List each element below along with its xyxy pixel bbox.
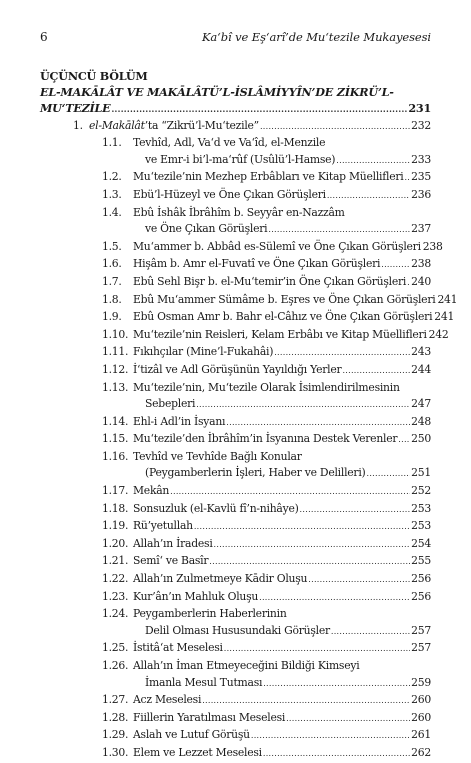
toc-entry[interactable] [40, 710, 431, 728]
entry-title: Sonsuzluk (el-Kavlü fî’n-nihâye) [133, 501, 299, 515]
toc-entry[interactable] [40, 518, 431, 536]
page-ref: 260 [411, 710, 431, 724]
page-ref: 238 [422, 239, 443, 253]
leader-dots [263, 676, 410, 693]
entry-title: Ebû İshâk İbrâhîm b. Seyyâr en-Nazzâm [133, 205, 345, 219]
toc-entry[interactable] [40, 239, 443, 257]
page-ref: 236 [411, 187, 431, 201]
page-ref: 254 [411, 536, 431, 550]
page-ref: 243 [411, 345, 431, 359]
entry-number: 1.17. [102, 484, 129, 498]
page-ref: 259 [411, 675, 431, 689]
page-ref: 232 [411, 118, 431, 132]
leader-dots [336, 153, 410, 170]
toc-entry-line[interactable] [40, 135, 431, 152]
entry-title-cont: ve Öne Çıkan Görüşleri [145, 222, 268, 236]
page-ref: 233 [411, 152, 431, 166]
page-ref: 256 [411, 589, 431, 603]
leader-dots [111, 101, 407, 118]
entry-title: Kur’ân’ın Mahluk Oluşu [133, 589, 259, 603]
entry-title: Ebû Osman Amr b. Bahr el-Câhız ve Öne Çıkan Görüşleri [133, 310, 433, 324]
entry-title: Elem ve Lezzet Meselesi [133, 745, 262, 759]
page-ref: 257 [411, 641, 431, 655]
entry-number: 1.13. [102, 380, 129, 394]
entry-title: Mu‘tezile’nin, Mu‘tezile Olarak İsimlendirilmesinin [133, 380, 400, 394]
toc-entry[interactable] [40, 152, 431, 170]
entry-title: Rü’yetullah [133, 519, 193, 533]
entry-title: Mu‘tezile’den İbrâhîm’in İsyanına Destek Verenler [133, 432, 398, 446]
entry-title: Fiillerin Yaratılması Meselesi [133, 710, 286, 724]
page-ref: 250 [411, 432, 431, 446]
toc-entry[interactable] [40, 623, 431, 641]
entry-title-cont: (Peygamberlerin İşleri, Haber ve Delilleri) [145, 466, 366, 480]
toc-entry[interactable] [40, 362, 431, 380]
leader-dots [214, 537, 411, 554]
page-ref: 240 [411, 274, 431, 288]
entry-title: Mekân [133, 484, 170, 498]
entry-title: Mu‘tezile’nin Reisleri, Kelam Erbâbı ve Kitap Müellifleri [133, 327, 427, 341]
page-ref: 248 [411, 414, 431, 428]
entry-title-cont: Sebepleri [145, 397, 196, 411]
leader-dots [407, 275, 410, 292]
entry-number: 1.25. [102, 641, 129, 655]
entry-title: Ebû Sehl Bişr b. el-Mu‘temir’in Öne Çıkan Görüşleri [133, 274, 407, 288]
entry-title: Peygamberlerin Haberlerinin [133, 607, 287, 621]
page-ref: 262 [411, 745, 431, 759]
entry-title-cont: Delil Olması Hususundaki Görüşler [145, 623, 330, 637]
toc-entry[interactable] [40, 553, 431, 571]
entry-number: 1.12. [102, 362, 129, 376]
toc-entry[interactable] [40, 675, 431, 693]
leader-dots [224, 641, 410, 658]
leader-dots [202, 693, 410, 710]
page-ref: 247 [411, 397, 431, 411]
leader-dots [196, 397, 410, 414]
entry-number: 1.14. [102, 414, 129, 428]
toc-entry[interactable] [40, 589, 431, 607]
entry-number: 1.23. [102, 589, 129, 603]
leader-dots [194, 519, 410, 536]
leader-dots [226, 415, 410, 432]
entry-title: Ebû Mu‘ammer Sümâme b. Eşres ve Öne Çıkan Görüşleri [133, 292, 436, 306]
page-ref: 256 [411, 572, 431, 586]
toc-entry[interactable] [40, 414, 431, 432]
entry-title: Ehl-i Adl’in İsyanı [133, 414, 226, 428]
entry-title: Fıkıhçılar (Mine’l-Fukahâi) [133, 345, 274, 359]
leader-dots [331, 624, 410, 641]
toc-entry[interactable] [40, 640, 431, 658]
toc-entry-line[interactable] [40, 449, 431, 466]
leader-dots [381, 257, 410, 274]
page-ref: 251 [411, 466, 431, 480]
entry-title: Mu‘ammer b. Abbâd es-Sülemî ve Öne Çıkan Görüşleri [133, 239, 421, 253]
entry-number: 1.19. [102, 519, 129, 533]
toc-entry[interactable] [40, 483, 431, 501]
page-ref: 235 [411, 170, 431, 184]
entry-number: 1.21. [102, 554, 129, 568]
toc-entry[interactable] [40, 431, 431, 449]
entry-number: 1.22. [102, 572, 129, 586]
toc-entry[interactable] [40, 256, 431, 274]
leader-dots [268, 222, 410, 239]
page-ref: 231 [408, 101, 431, 115]
page-ref: 253 [411, 501, 431, 515]
page-ref: 237 [411, 222, 431, 236]
leader-dots [308, 572, 410, 589]
leader-dots [342, 363, 410, 380]
entry-number: 1. [73, 118, 83, 132]
leader-dots [251, 728, 410, 745]
entry-number: 1.20. [102, 536, 129, 550]
entry-number: 1.2. [102, 170, 122, 184]
leader-dots [398, 432, 410, 449]
entry-title-cont: İmanla Mesul Tutması [145, 675, 263, 689]
entry-number: 1.8. [102, 292, 122, 306]
entry-number: 1.27. [102, 693, 129, 707]
leader-dots [367, 466, 411, 483]
entry-title: Tevhîd, Adl, Va‘d ve Va‘îd, el-Menzile [133, 136, 326, 150]
leader-dots [300, 502, 411, 519]
entry-title: Allah’ın İman Etmeyeceğini Bildiği Kimseyi [133, 659, 360, 672]
leader-dots [274, 345, 410, 362]
entry-title: Aslah ve Lutuf Görüşü [133, 728, 250, 742]
toc-entry[interactable] [40, 501, 431, 519]
toc-entry-line[interactable] [40, 606, 431, 623]
leader-dots [259, 590, 410, 607]
running-title: Ka‘bî ve Eş‘arî’de Mu‘tezile Mukayesesi [201, 30, 431, 44]
page-ref: 257 [411, 623, 431, 637]
section-title-row[interactable] [40, 100, 431, 118]
entry-title: Semî‘ ve Basîr [133, 554, 209, 568]
entry-number: 1.29. [102, 728, 129, 742]
page-ref: 241 [437, 292, 458, 306]
entry-title-cont: ve Emr-i bi’l-ma‘rûf (Usûlü’l-Hamse) [145, 152, 336, 166]
toc-entry[interactable] [40, 571, 431, 589]
entry-title: Ebü’l-Hüzeyl ve Öne Çıkan Görüşleri [133, 187, 326, 201]
toc-entry[interactable] [40, 727, 431, 745]
entry-number: 1.11. [102, 345, 129, 359]
page-ref: 261 [411, 728, 431, 742]
section-title-line2: MU‘TEZİLE [40, 101, 111, 115]
leader-dots [286, 711, 410, 728]
toc-entry[interactable] [40, 309, 455, 327]
toc-entry[interactable] [40, 692, 431, 710]
toc-entry[interactable] [40, 292, 458, 310]
toc-entry[interactable] [40, 169, 431, 187]
toc-entry[interactable] [40, 274, 431, 292]
entry-title-italic: el-Makālât [89, 118, 145, 132]
toc-entry[interactable] [40, 327, 449, 345]
toc-entry-line[interactable] [40, 658, 431, 675]
entry-title: Mu‘tezile’nin Mezhep Erbâbları ve Kitap Müellifleri [133, 170, 404, 184]
entry-number: 1.24. [102, 607, 129, 621]
section-label: ÜÇÜNCÜ BÖLÜM [40, 69, 148, 83]
entry-title: Acz Meselesi [133, 693, 202, 707]
page-number: 6 [40, 30, 48, 44]
page-ref: 253 [411, 519, 431, 533]
entry-number: 1.28. [102, 710, 129, 724]
toc-entry-line[interactable] [40, 380, 431, 397]
entry-number: 1.30. [102, 745, 129, 759]
entry-title: İstitâ‘at Meselesi [133, 641, 223, 655]
entry-number: 1.5. [102, 239, 122, 253]
entry-title: Hişâm b. Amr el-Fuvatî ve Öne Çıkan Görüşleri [133, 257, 381, 271]
toc-entry[interactable] [40, 465, 431, 483]
toc-entries [40, 118, 458, 763]
page-ref: 238 [411, 257, 431, 271]
leader-dots [404, 170, 410, 187]
page-ref: 244 [411, 362, 431, 376]
entry-number: 1.26. [102, 659, 129, 672]
page-ref: 241 [434, 310, 455, 324]
toc-entry[interactable] [40, 344, 431, 362]
entry-number: 1.16. [102, 449, 129, 463]
entry-number: 1.10. [102, 327, 129, 341]
entry-title: İ‘tizâl ve Adl Görüşünün Yayıldığı Yerler [133, 362, 342, 376]
section-title-line1: EL-MAKĀLÂT VE MAKĀLÂTÜ’L-İSLÂMİYYÎN’DE ZİKRÜ’L- [40, 85, 394, 99]
entry-number: 1.4. [102, 205, 122, 219]
leader-dots [260, 119, 410, 136]
page-ref: 255 [411, 554, 431, 568]
toc-entry[interactable] [40, 536, 431, 554]
entry-number: 1.15. [102, 432, 129, 446]
table-of-contents [40, 68, 458, 763]
toc-entry[interactable] [40, 118, 431, 136]
page-ref: 242 [428, 327, 449, 341]
page-ref: 260 [411, 693, 431, 707]
entry-number: 1.1. [102, 136, 122, 150]
toc-entry-line[interactable] [40, 205, 431, 222]
entry-number: 1.18. [102, 501, 129, 515]
entry-number: 1.7. [102, 274, 122, 288]
entry-title: Allah’ın Zulmetmeye Kādir Oluşu [133, 572, 308, 586]
entry-number: 1.3. [102, 187, 122, 201]
leader-dots [263, 746, 410, 763]
entry-number: 1.9. [102, 310, 122, 324]
entry-title: Allah’ın İradesi [133, 536, 213, 550]
leader-dots [327, 188, 410, 205]
page-header [40, 30, 431, 46]
entry-title: Tevhîd ve Tevhîde Bağlı Konular [133, 449, 302, 463]
entry-number: 1.6. [102, 257, 122, 271]
toc-entry[interactable] [40, 187, 431, 205]
leader-dots [209, 554, 410, 571]
page-ref: 252 [411, 484, 431, 498]
toc-entry[interactable] [40, 221, 431, 239]
leader-dots [170, 484, 410, 501]
toc-entry[interactable] [40, 396, 431, 414]
entry-title: el-Makālât’ta “Zikrü’l-Mu‘tezile” [89, 118, 259, 132]
